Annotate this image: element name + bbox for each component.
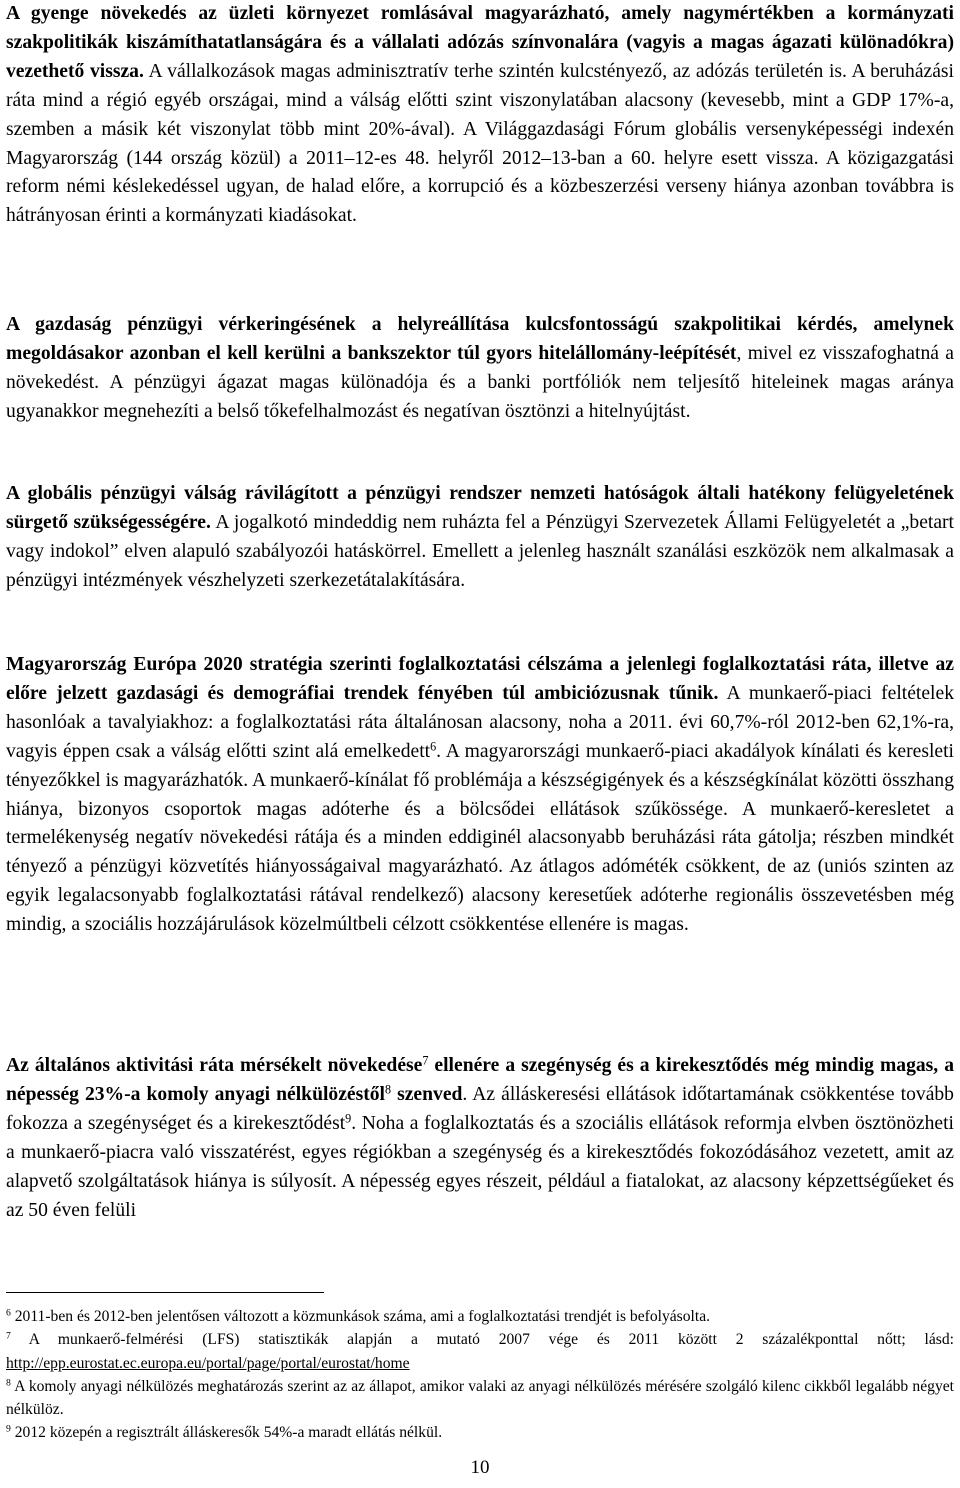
footnote-ref[interactable]: 8: [385, 1082, 392, 1097]
paragraph-body: A jogalkotó mindeddig nem ruházta fel a Pénzügyi Szervezetek Állami Felügyeletét a „betart vagy indokol” elven alapuló szabályozói hatáskörrel. Emellett a jelenleg használt szanálási eszközök nem alkalmasak a pénzügyi intézmények vészhelyzeti szerkezetátalakítására.: [6, 511, 955, 591]
paragraph-activity-rate: [6, 1052, 954, 1225]
paragraph-business-environment: [6, 0, 954, 231]
paragraph-body: A munkaerő-piaci feltételek hasonlóak a tavalyiakhoz: a foglalkoztatási ráta általánosan alacsony, noha a 2011. évi 60,7%-ról 2012-ben 62,1%-ra, vagyis éppen csak a válság előtti szint alá emelkedett: [6, 682, 954, 762]
paragraph-lead-bold: szenved: [391, 1083, 463, 1105]
footnote-9: [6, 1421, 954, 1444]
paragraph-lead-bold: Magyarország Európa 2020 stratégia szerinti foglalkoztatási célszáma a jelenlegi foglalkoztatási ráta, illetve az előre jelzett gazdasági és demográfiai trendek fényében túl ambiciózusnak tűnik.: [6, 654, 954, 704]
footnote-7: [6, 1328, 954, 1375]
footnote-ref[interactable]: 9: [345, 1111, 352, 1126]
paragraph-body: . Noha a foglalkoztatás és a szociális ellátások reformja elvben ösztönözheti a munkaerő-piacra való visszatérést, egyes régiókban a szegénység és a kirekesztődés fokozódásához vezetett, amit az alapvető szolgáltatások hiánya is súlyosít. A népesség egyes részeit, például a fiatalokat, az alacsony képzettségűeket és az 50 éven felüli: [6, 1112, 954, 1221]
footnotes: [6, 1305, 954, 1445]
paragraph-financial-circulation: [6, 311, 954, 427]
paragraph-lead-bold: A globális pénzügyi válság rávilágított a pénzügyi rendszer nemzeti hatóságok általi hatékony felügyeletének sürgető szükségességére.: [6, 483, 954, 533]
eurostat-link[interactable]: http://epp.eurostat.ec.europa.eu/portal/page/portal/eurostat/home: [6, 1354, 410, 1372]
footnote-number: 8: [6, 1377, 11, 1389]
paragraph-body: . Az álláskeresési ellátások időtartamának csökkentése tovább fokozza a szegénységet és a kirekesztődést: [6, 1083, 954, 1134]
paragraph-body: A vállalkozások magas adminisztratív terhe szintén kulcstényező, az adózás területén is. A beruházási ráta mind a régió egyéb országai, mind a válság előtti szint viszonylatában alacsony (kevesebb, mint a GDP 17%-a, szemben a másik két viszonylat több mint 20%-ával). A Világgazdasági Fórum globális versenyképességi indexén Magyarország (144 ország közül) a 2011–12-es 48. helyről 2012–13-ban a 60. helyre esett vissza. A közigazgatási reform némi késlekedéssel ugyan, de halad előre, a korrupció és a közbeszerzési verseny hiánya azonban továbbra is hátrányosan érinti a kormányzati kiadásokat.: [6, 60, 955, 227]
paragraph-lead-bold: A gyenge növekedés az üzleti környezet romlásával magyarázható, amely nagymértékben a kormányzati szakpolitikák kiszámíthatatlanságára és a vállalati adózás színvonalára (vagyis a magas ágazati különadókra) vezethető vissza.: [6, 3, 954, 82]
footnote-text: A munkaerő-felmérési (LFS) statisztikák alapján a mutató 2007 vége és 2011 között 2 százalékponttal nőtt; lásd:: [28, 1331, 954, 1349]
footnote-number: 6: [6, 1307, 11, 1319]
footnote-text: 2011-ben és 2012-ben jelentősen változott a közmunkások száma, ami a foglalkoztatási trendjét is befolyásolta.: [14, 1308, 711, 1325]
paragraph-body: , mivel ez visszafoghatná a növekedést. A pénzügyi ágazat magas különadója és a banki portfóliók nem teljesítő hiteleinek magas aránya ugyanakkor megnehezíti a belső tőkefelhalmozást és negatívan ösztönzi a hitelnyújtást.: [6, 342, 955, 422]
footnote-number: 9: [6, 1424, 11, 1436]
footnote-separator: [6, 1292, 324, 1293]
page-number: 10: [470, 1457, 490, 1478]
paragraph-lead-bold: A gazdaság pénzügyi vérkeringésének a helyreállítása kulcsfontosságú szakpolitikai kérdés, amelynek megoldásakor azonban el kell kerülni a bankszektor túl gyors hitelállomány-leépítését: [6, 314, 954, 364]
footnote-8: [6, 1375, 954, 1422]
paragraph-financial-supervision: [6, 480, 954, 596]
footnote-ref[interactable]: 7: [422, 1053, 429, 1068]
footnote-number: 7: [6, 1330, 11, 1342]
paragraph-employment-target: [6, 651, 954, 940]
footnote-text: A komoly anyagi nélkülözés meghatározás szerint az az állapot, amikor valaki az anyagi nélkülözés mérésére szolgáló kilenc cikkből legalább négyet nélkülöz.: [6, 1377, 954, 1419]
footnote-text: 2012 közepén a regisztrált álláskeresők 54%-a maradt ellátás nélkül.: [14, 1424, 443, 1442]
footnote-6: [6, 1305, 954, 1328]
paragraph-body: . A magyarországi munkaerő-piaci akadályok kínálati és keresleti tényezőkkel is magyarázhatók. A munkaerő-kínálat fő problémája a készségigények és a készségkínálat közötti összhang hiánya, bizonyos csoportok magas adóterhe és a bölcsődei ellátások szűkössége. A munkaerő-keresletet a termelékenység negatív növekedési rátája és a minden eddiginél alacsonyabb beruházási ráta gátolja; részben mindkét tényező a pénzügyi közvetítés hiányosságaival magyarázható. Az átlagos adóméték csökkent, de az (uniós szinten az egyik legalacsonyabb foglalkoztatási rátával rendelkező) alacsony keresetűek adóterhe regionális összevetésben még mindig, a szociális hozzájárulások közelmúltbeli célzott csökkentése ellenére is magas.: [6, 740, 954, 936]
paragraph-lead-bold: Az általános aktivitási ráta mérsékelt növekedése: [6, 1055, 423, 1076]
footnote-ref[interactable]: 6: [430, 739, 437, 754]
paragraph-lead-bold: ellenére a szegénység és a kirekesztődés még mindig magas, a népesség 23%-a komoly anyagi nélkülözéstől: [6, 1055, 954, 1105]
